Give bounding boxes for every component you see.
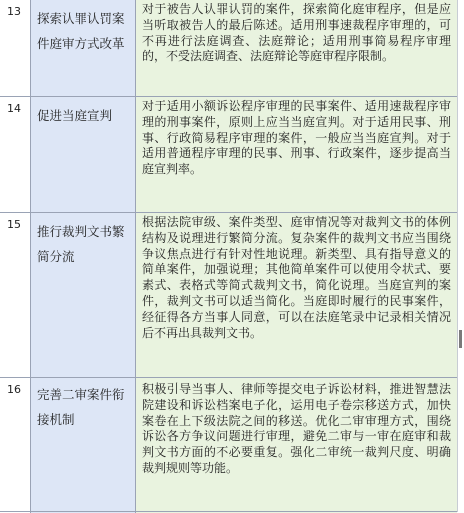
measure-name-line-2: 接机制: [37, 412, 75, 427]
measure-description-cell: [136, 213, 457, 378]
row-number-cell: [0, 213, 31, 378]
measure-name: [37, 103, 131, 128]
measure-description: 对于适用小额诉讼程序审理的民事案件、适用速裁程序审理的刑事案件，原则上应当当庭宣判。对于适用民事、刑事、行政简易程序审理的案件，一般应当当庭宣判。对于适用普通程序审理的民事、刑事、行政案件，逐步提高当庭宣判率。: [142, 99, 451, 177]
measure-name: [37, 6, 131, 56]
measure-description-cell: [136, 97, 457, 213]
measure-description: 根据法院审级、案件类型、庭审情况等对裁判文书的体例结构及说理进行繁简分流。复杂案件的裁判文书应当围绕争议焦点进行有针对性地说理。新类型、具有指导意义的简单案件，加强说理；其他简单案件可以使用令状式、要素式、表格式等简式裁判文书，简化说理。当庭宣判的案件，裁判文书可以适当简化。当庭即时履行的民事案件，经征得各方当事人同意，可以在法庭笔录中记录相关情况后不再出具裁判文书。: [142, 215, 451, 340]
measure-name-cell: [31, 0, 136, 96]
table-row: [0, 377, 457, 513]
row-number: 16: [7, 383, 21, 396]
row-number: 13: [7, 5, 21, 18]
measure-description-cell: [136, 378, 457, 513]
table-row: [0, 96, 457, 213]
table-row: [0, 0, 457, 96]
measure-name-cell: [31, 378, 136, 513]
measure-description-cell: [136, 0, 457, 96]
measure-name: [37, 219, 131, 269]
row-number-cell: [0, 0, 31, 96]
measure-description: 积极引导当事人、律师等提交电子诉讼材料，推进智慧法院建设和诉讼档案电子化，运用电子卷宗移送方式，加快案卷在上下级法院之间的移送。优化二审审理方式，围绕诉讼各方争议问题进行审理，避免二审与一审在庭审和裁判文书方面的不必要重复。强化二审统一裁判尺度、明确裁判规则等功能。: [142, 382, 451, 475]
measure-name: [37, 382, 131, 432]
measure-name-line-1: 探索认罪认罚案: [37, 11, 125, 26]
row-number: 14: [7, 102, 21, 115]
scrollbar-thumb[interactable]: [459, 330, 462, 348]
row-number-cell: [0, 378, 31, 513]
page-edge-divider: [457, 0, 458, 512]
measure-name-line-1: 推行裁判文书繁: [37, 224, 125, 239]
measure-name-line-1: 完善二审案件衔: [37, 387, 125, 402]
measure-name-cell: [31, 97, 136, 213]
measure-name-line-1: 促进当庭宣判: [37, 108, 113, 123]
measure-name-cell: [31, 213, 136, 378]
row-number: 15: [7, 218, 21, 231]
measure-name-line-2: 件庭审方式改革: [37, 36, 125, 51]
measure-name-line-2: 简分流: [37, 249, 75, 264]
row-number-cell: [0, 97, 31, 213]
measure-description: 对于被告人认罪认罚的案件，探索简化庭审程序，但是应当听取被告人的最后陈述。适用刑事速裁程序审理的，可不再进行法庭调查、法庭辩论；适用刑事简易程序审理的，不受法庭调查、法庭辩论等庭审程序限制。: [142, 2, 451, 64]
table-row: [0, 212, 457, 378]
